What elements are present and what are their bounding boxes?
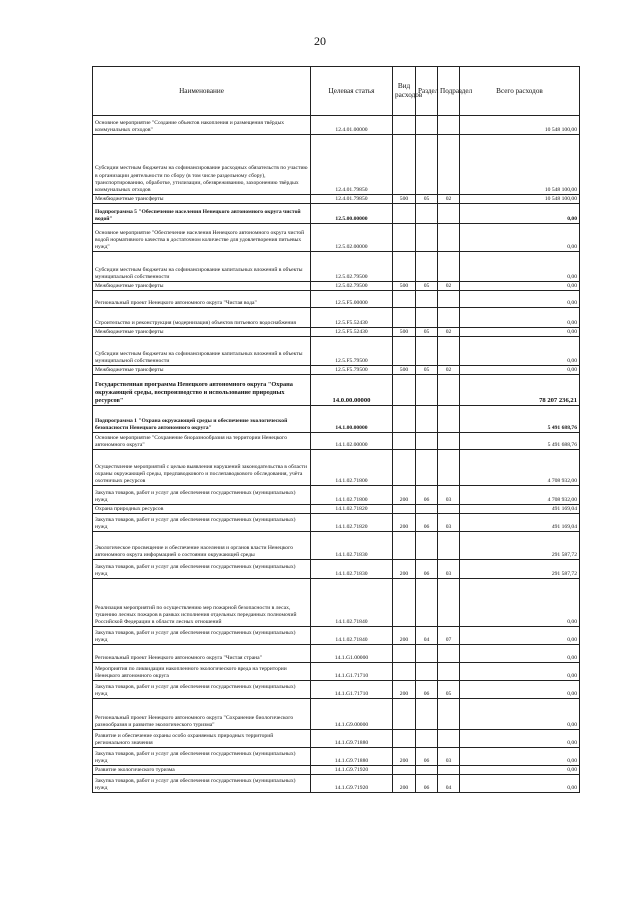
header-section: Раздел [416, 67, 438, 116]
table-row [93, 450, 580, 486]
row-total: 0,00 [460, 663, 580, 681]
row-section [416, 224, 438, 252]
row-subsection: 04 [438, 775, 460, 793]
row-total: 291 587,72 [460, 532, 580, 560]
row-kind [393, 406, 416, 433]
row-subsection [438, 450, 460, 486]
row-subsection [438, 505, 460, 514]
row-total: 0,00 [460, 699, 580, 730]
row-subsection [438, 663, 460, 681]
row-total: 291 587,72 [460, 560, 580, 579]
row-kind [393, 579, 416, 627]
row-subsection [438, 730, 460, 748]
row-kind [393, 450, 416, 486]
row-section: 04 [416, 627, 438, 645]
row-name: Государственная программа Ненецкого автономного округа "Охрана окружающей среды, воспроизводство и использование природных ресурсов" [93, 375, 311, 406]
row-kind [393, 699, 416, 730]
row-kind [393, 252, 416, 282]
table-row [93, 375, 580, 406]
row-kind: 200 [393, 748, 416, 766]
row-total: 0,00 [460, 328, 580, 337]
row-kind [393, 532, 416, 560]
row-kind [393, 204, 416, 224]
table-row [93, 560, 580, 579]
table-row [93, 532, 580, 560]
row-section: 06 [416, 748, 438, 766]
row-kind [393, 505, 416, 514]
row-kind [393, 224, 416, 252]
row-article: 14.1.02.71820 [311, 505, 393, 514]
table-row [93, 775, 580, 793]
row-total: 0,00 [460, 308, 580, 328]
row-name: Строительство и реконструкция (модернизация) объектов питьевого водоснабжения [93, 308, 311, 328]
row-subsection: 07 [438, 627, 460, 645]
table-row [93, 116, 580, 135]
row-section: 06 [416, 486, 438, 505]
row-total: 0,00 [460, 627, 580, 645]
row-article: 14.1.G1.71710 [311, 681, 393, 699]
row-section [416, 252, 438, 282]
row-article: 12.5.02.79500 [311, 282, 393, 291]
budget-table [92, 66, 580, 793]
row-total: 0,00 [460, 291, 580, 308]
row-article: 14.1.02.71830 [311, 532, 393, 560]
row-name: Закупка товаров, работ и услуг для обеспечения государственных (муниципальных) нужд [93, 748, 311, 766]
row-name: Региональный проект Ненецкого автономного округа "Сохранение биологического разнообразия и развитие экологического туризма" [93, 699, 311, 730]
row-section: 06 [416, 681, 438, 699]
row-section: 05 [416, 282, 438, 291]
table-body [93, 116, 580, 793]
row-subsection [438, 252, 460, 282]
table-row [93, 291, 580, 308]
row-section: 06 [416, 775, 438, 793]
row-name: Реализация мероприятий по осуществлению мер пожарной безопасности в лесах, тушению лесных пожаров в рамках исполнения отдельных переданных полномочий Российской Федерации в области лесных отношений [93, 579, 311, 627]
row-section [416, 532, 438, 560]
row-name: Субсидии местным бюджетам на софинансирование капитальных вложений в объекты муниципальной собственности [93, 252, 311, 282]
row-section: 06 [416, 560, 438, 579]
row-article: 14.0.00.00000 [311, 375, 393, 406]
row-total: 491 169,04 [460, 505, 580, 514]
table-row [93, 699, 580, 730]
table-row [93, 645, 580, 663]
row-section [416, 291, 438, 308]
row-kind [393, 663, 416, 681]
row-kind: 500 [393, 195, 416, 204]
row-kind [393, 135, 416, 195]
row-total: 0,00 [460, 645, 580, 663]
row-total: 0,00 [460, 282, 580, 291]
row-total: 0,00 [460, 748, 580, 766]
row-subsection: 02 [438, 282, 460, 291]
row-article: 12.5.F5.52430 [311, 308, 393, 328]
row-subsection: 03 [438, 748, 460, 766]
row-kind: 500 [393, 366, 416, 375]
row-section [416, 699, 438, 730]
row-subsection [438, 116, 460, 135]
row-subsection [438, 433, 460, 450]
row-total: 0,00 [460, 730, 580, 748]
row-section [416, 375, 438, 406]
row-name: Осуществление мероприятий с целью выявления нарушений законодательства в области охраны окружающей среды, предпаводкового и послепаводкового обследования, учёта охотничьих ресурсов [93, 450, 311, 486]
row-total: 10 548 100,00 [460, 195, 580, 204]
row-article: 14.1.00.00000 [311, 406, 393, 433]
row-section [416, 450, 438, 486]
row-total: 5 491 688,76 [460, 406, 580, 433]
row-name: Закупка товаров, работ и услуг для обеспечения государственных (муниципальных) нужд [93, 514, 311, 532]
header-kind: Вид расходов [393, 67, 416, 116]
table-row [93, 252, 580, 282]
table-row [93, 204, 580, 224]
row-article: 14.1.G9.71880 [311, 748, 393, 766]
row-name: Субсидии местным бюджетам на софинансирование капитальных вложений в объекты муниципальной собственности [93, 337, 311, 366]
row-subsection [438, 645, 460, 663]
row-name: Закупка товаров, работ и услуг для обеспечения государственных (муниципальных) нужд [93, 627, 311, 645]
row-article: 12.5.F5.79500 [311, 337, 393, 366]
row-section [416, 663, 438, 681]
row-total: 5 491 688,76 [460, 433, 580, 450]
row-subsection [438, 699, 460, 730]
row-section [416, 308, 438, 328]
table-row [93, 766, 580, 775]
row-total: 0,00 [460, 681, 580, 699]
table-row [93, 282, 580, 291]
row-kind [393, 645, 416, 663]
row-article: 12.4.01.79850 [311, 135, 393, 195]
row-article: 14.1.G1.71710 [311, 663, 393, 681]
row-kind: 200 [393, 560, 416, 579]
row-total: 0,00 [460, 366, 580, 375]
row-total: 4 708 932,00 [460, 450, 580, 486]
row-article: 12.5.00.00000 [311, 204, 393, 224]
row-section [416, 204, 438, 224]
row-name: Закупка товаров, работ и услуг для обеспечения государственных (муниципальных) нужд [93, 775, 311, 793]
row-name: Межбюджетные трансферты [93, 282, 311, 291]
row-article: 12.4.01.00000 [311, 116, 393, 135]
row-article: 14.1.G9.71920 [311, 766, 393, 775]
header-total: Всего расходов [460, 67, 580, 116]
row-section [416, 730, 438, 748]
row-name: Закупка товаров, работ и услуг для обеспечения государственных (муниципальных) нужд [93, 486, 311, 505]
row-subsection: 03 [438, 486, 460, 505]
row-section [416, 505, 438, 514]
row-subsection [438, 135, 460, 195]
row-subsection [438, 532, 460, 560]
table-row [93, 486, 580, 505]
row-kind: 200 [393, 486, 416, 505]
row-section: 05 [416, 366, 438, 375]
row-section [416, 116, 438, 135]
row-subsection [438, 308, 460, 328]
row-total: 0,00 [460, 252, 580, 282]
row-name: Охрана природных ресурсов [93, 505, 311, 514]
row-subsection [438, 224, 460, 252]
table-row [93, 681, 580, 699]
row-article: 14.1.G9.71920 [311, 775, 393, 793]
row-total: 0,00 [460, 204, 580, 224]
row-subsection [438, 406, 460, 433]
row-article: 14.1.02.71800 [311, 486, 393, 505]
page-number: 20 [314, 34, 326, 48]
row-subsection: 02 [438, 328, 460, 337]
row-section: 06 [416, 514, 438, 532]
table-row [93, 308, 580, 328]
row-name: Закупка товаров, работ и услуг для обеспечения государственных (муниципальных) нужд [93, 681, 311, 699]
header-name: Наименование [93, 67, 311, 116]
row-name: Развитие экологического туризма [93, 766, 311, 775]
table-row [93, 135, 580, 195]
row-kind [393, 433, 416, 450]
header-subsection: Подраздел [438, 67, 460, 116]
table-row [93, 730, 580, 748]
row-subsection [438, 766, 460, 775]
row-article: 12.5.F5.52430 [311, 328, 393, 337]
table-row [93, 514, 580, 532]
row-total: 10 548 100,00 [460, 116, 580, 135]
table-row [93, 579, 580, 627]
row-total: 0,00 [460, 766, 580, 775]
row-subsection [438, 579, 460, 627]
table-header-row [93, 67, 580, 116]
row-kind: 200 [393, 775, 416, 793]
row-name: Межбюджетные трансферты [93, 328, 311, 337]
row-article: 12.5.F5.00000 [311, 291, 393, 308]
row-kind [393, 308, 416, 328]
row-subsection [438, 291, 460, 308]
table-row [93, 224, 580, 252]
row-kind [393, 766, 416, 775]
row-kind [393, 116, 416, 135]
row-total: 0,00 [460, 224, 580, 252]
row-subsection: 02 [438, 195, 460, 204]
row-name: Региональный проект Ненецкого автономного округа "Чистая страна" [93, 645, 311, 663]
row-section [416, 433, 438, 450]
row-article: 12.5.02.00000 [311, 224, 393, 252]
row-article: 14.1.02.71800 [311, 450, 393, 486]
row-subsection: 03 [438, 560, 460, 579]
row-article: 12.4.01.79850 [311, 195, 393, 204]
table-row [93, 195, 580, 204]
table-row [93, 505, 580, 514]
header-article: Целевая статья [311, 67, 393, 116]
row-name: Закупка товаров, работ и услуг для обеспечения государственных (муниципальных) нужд [93, 560, 311, 579]
table-row [93, 366, 580, 375]
row-section [416, 766, 438, 775]
row-section [416, 337, 438, 366]
row-subsection: 03 [438, 514, 460, 532]
row-name: Подпрограмма 5 "Обеспечение населения Ненецкого автономного округа чистой водой" [93, 204, 311, 224]
row-total: 0,00 [460, 579, 580, 627]
row-article: 14.1.02.71820 [311, 514, 393, 532]
table-row [93, 748, 580, 766]
row-article: 14.1.G9.00000 [311, 699, 393, 730]
row-name: Основное мероприятие "Обеспечение населения Ненецкого автономного округа чистой водой нормативного качества в достаточном количестве для удовлетворения питьевых нужд" [93, 224, 311, 252]
row-total: 0,00 [460, 775, 580, 793]
row-article: 14.1.02.00000 [311, 433, 393, 450]
row-name: Субсидии местным бюджетам на софинансирование расходных обязательств по участию в организации деятельности по сбору (в том числе раздельному сбору), транспортированию, обработке, утилизации, обезвреживанию, захоронению твёрдых коммунальных отходов [93, 135, 311, 195]
row-article: 12.5.02.79500 [311, 252, 393, 282]
row-article: 14.1.G1.00000 [311, 645, 393, 663]
row-section [416, 135, 438, 195]
row-section: 05 [416, 328, 438, 337]
row-subsection: 02 [438, 366, 460, 375]
row-total: 491 169,04 [460, 514, 580, 532]
row-kind [393, 337, 416, 366]
table-row [93, 627, 580, 645]
row-name: Межбюджетные трансферты [93, 195, 311, 204]
row-kind [393, 291, 416, 308]
table-row [93, 328, 580, 337]
row-kind: 200 [393, 681, 416, 699]
row-name: Мероприятия по ликвидации накопленного экологического вреда на территории Ненецкого автономного округа [93, 663, 311, 681]
table-row [93, 406, 580, 433]
row-name: Региональный проект Ненецкого автономного округа "Чистая вода" [93, 291, 311, 308]
row-kind: 500 [393, 328, 416, 337]
row-name: Основное мероприятие "Создание объектов накопления и размещения твёрдых коммунальных отходов" [93, 116, 311, 135]
table-row [93, 433, 580, 450]
row-name: Подпрограмма 1 "Охрана окружающей среды и обеспечение экологической безопасности Ненецкого автономного округа" [93, 406, 311, 433]
row-name: Развитие и обеспечение охраны особо охраняемых природных территорий регионального значения [93, 730, 311, 748]
row-name: Межбюджетные трансферты [93, 366, 311, 375]
row-article: 14.1.02.71840 [311, 627, 393, 645]
table-row [93, 663, 580, 681]
row-kind [393, 730, 416, 748]
row-section: 05 [416, 195, 438, 204]
row-kind: 500 [393, 282, 416, 291]
row-section [416, 645, 438, 663]
row-subsection: 05 [438, 681, 460, 699]
row-subsection [438, 337, 460, 366]
row-total: 10 548 100,00 [460, 135, 580, 195]
row-total: 4 708 932,00 [460, 486, 580, 505]
row-article: 14.1.G9.71880 [311, 730, 393, 748]
row-name: Экологическое просвещение и обеспечение населения и органов власти Ненецкого автономного округа информацией о состоянии окружающей среды [93, 532, 311, 560]
row-kind [393, 375, 416, 406]
row-section [416, 579, 438, 627]
row-kind: 200 [393, 514, 416, 532]
table-row [93, 337, 580, 366]
row-subsection [438, 375, 460, 406]
row-section [416, 406, 438, 433]
row-kind: 200 [393, 627, 416, 645]
row-subsection [438, 204, 460, 224]
row-article: 14.1.02.71830 [311, 560, 393, 579]
row-article: 14.1.02.71840 [311, 579, 393, 627]
row-total: 0,00 [460, 337, 580, 366]
row-total: 78 207 236,21 [460, 375, 580, 406]
row-article: 12.5.F5.79500 [311, 366, 393, 375]
row-name: Основное мероприятие "Сохранение биоразнообразия на территории Ненецкого автономного округа" [93, 433, 311, 450]
